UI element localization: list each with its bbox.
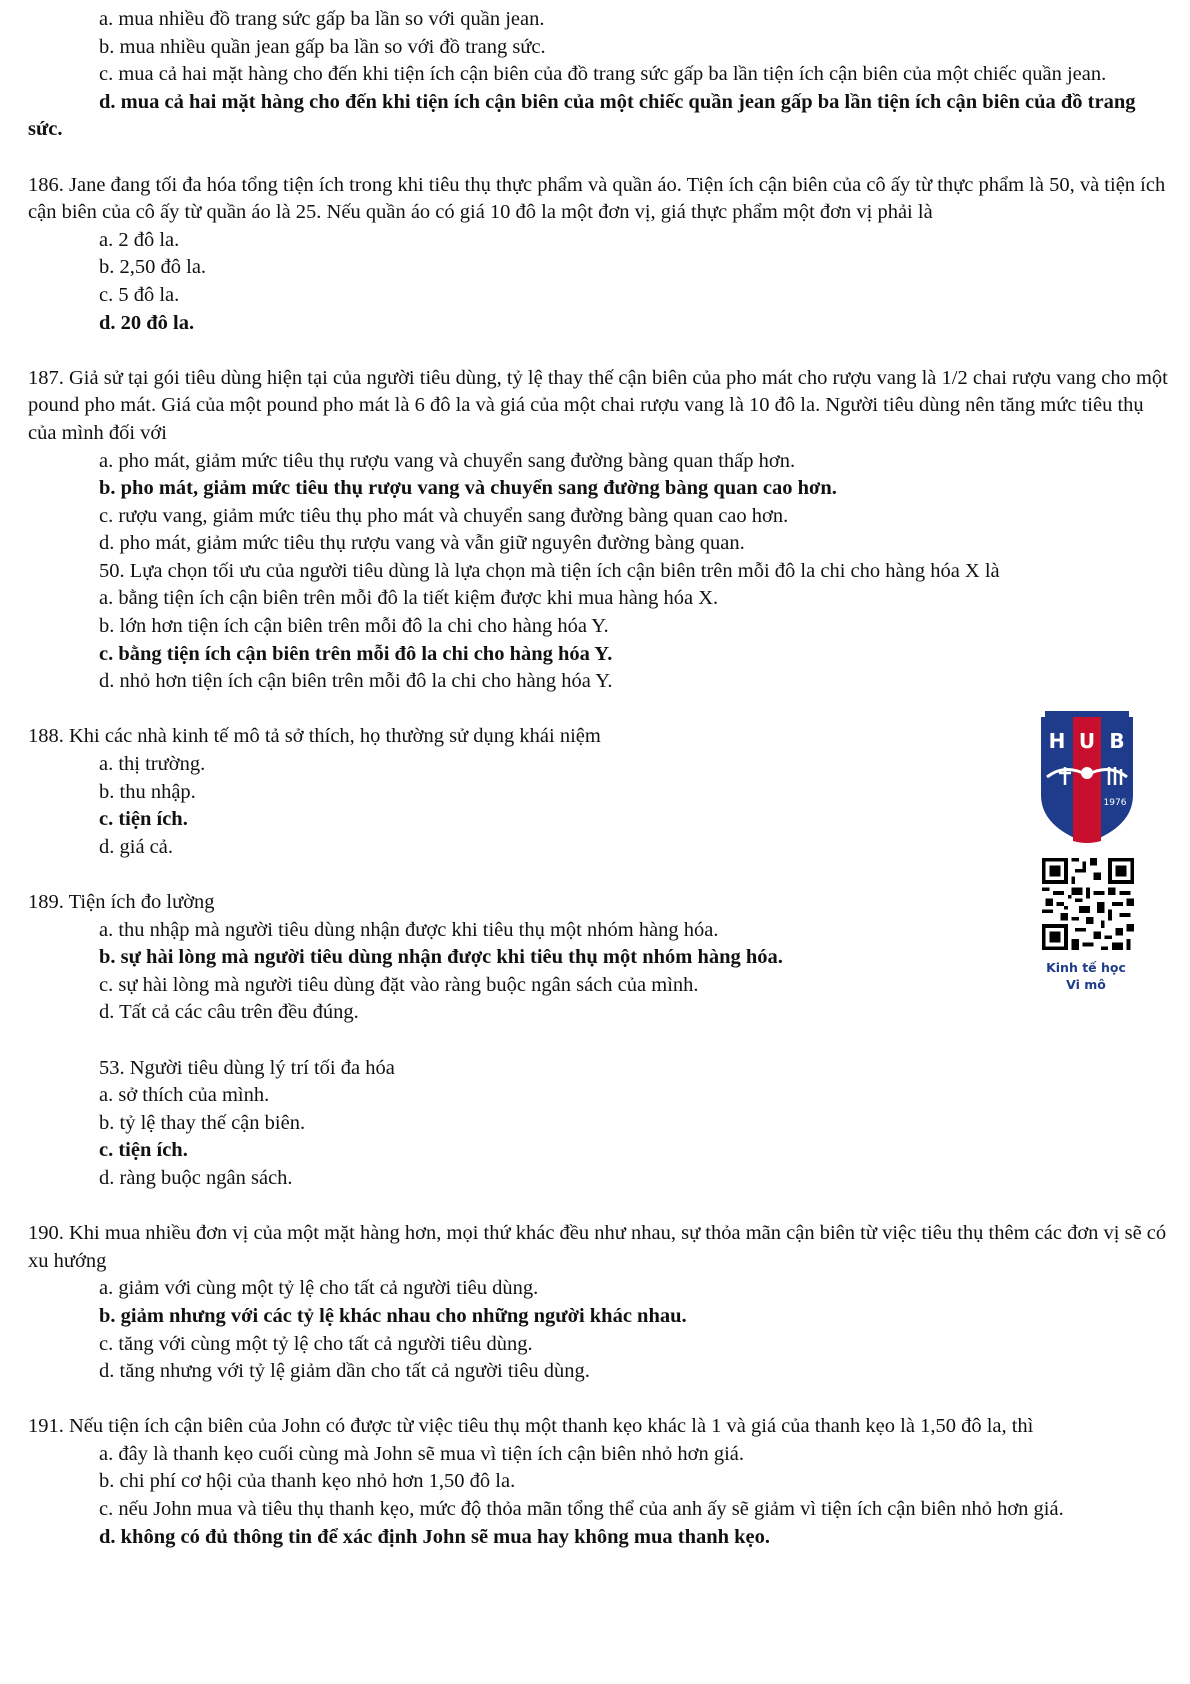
q53-option-b: b. tỷ lệ thay thế cận biên. — [99, 1111, 306, 1134]
question-189-stem: 189. Tiện ích đo lường — [28, 891, 215, 913]
question-50-stem: 50. Lựa chọn tối ưu của người tiêu dùng là lựa chọn mà tiện ích cận biên trên mỗi đô la chi cho hàng hóa X là — [99, 559, 1000, 582]
q190-option-b-correct: b. giảm nhưng với các tỷ lệ khác nhau cho những người khác nhau. — [99, 1304, 687, 1327]
logo-letter-b: B — [1109, 729, 1125, 753]
q186-option-c: c. 5 đô la. — [99, 283, 180, 306]
q189-option-d: d. Tất cả các câu trên đều đúng. — [99, 1001, 359, 1024]
q189-option-c: c. sự hài lòng mà người tiêu dùng đặt vào ràng buộc ngân sách của mình. — [99, 973, 699, 996]
q191-option-a: a. đây là thanh kẹo cuối cùng mà John sẽ mua vì tiện ích cận biên nhỏ hơn giá. — [99, 1442, 745, 1465]
question-191-stem: 191. Nếu tiện ích cận biên của John có được từ việc tiêu thụ một thanh kẹo khác là 1 và giá của thanh kẹo là 1,50 đô la, thì — [28, 1415, 1034, 1438]
q187-option-b-correct: b. pho mát, giảm mức tiêu thụ rượu vang và chuyển sang đường bàng quan cao hơn. — [99, 477, 837, 500]
q190-option-a: a. giảm với cùng một tỷ lệ cho tất cả người tiêu dùng. — [99, 1277, 539, 1300]
question-190-stem: 190. Khi mua nhiều đơn vị của một mặt hàng hơn, mọi thứ khác đều như nhau, sự thỏa mãn cận biên từ việc tiêu thụ thêm các đơn vị sẽ có xu hướng — [28, 1222, 1167, 1272]
q188-option-b: b. thu nhập. — [99, 780, 196, 803]
q188-option-a: a. thị trường. — [99, 753, 206, 776]
option-b: b. mua nhiều quần jean gấp ba lần so với đồ trang sức. — [99, 35, 546, 58]
q186-option-a: a. 2 đô la. — [99, 228, 180, 251]
q187-option-a: a. pho mát, giảm mức tiêu thụ rượu vang và chuyển sang đường bàng quan thấp hơn. — [99, 449, 796, 472]
q50-option-c-correct: c. bằng tiện ích cận biên trên mỗi đô la chi cho hàng hóa Y. — [99, 642, 613, 665]
q186-option-d-correct: d. 20 đô la. — [99, 311, 195, 334]
q187-option-c: c. rượu vang, giảm mức tiêu thụ pho mát và chuyển sang đường bàng quan cao hơn. — [99, 504, 789, 527]
q191-option-d-correct: d. không có đủ thông tin để xác định John sẽ mua hay không mua thanh kẹo. — [99, 1525, 771, 1548]
qr-code-icon[interactable] — [1042, 858, 1134, 950]
q190-option-c: c. tăng với cùng một tỷ lệ cho tất cả người tiêu dùng. — [99, 1332, 533, 1355]
q188-option-d: d. giá cả. — [99, 835, 173, 858]
hub-shield-logo-icon — [1035, 705, 1139, 845]
q53-option-d: d. ràng buộc ngân sách. — [99, 1166, 293, 1189]
q189-option-b-correct: b. sự hài lòng mà người tiêu dùng nhận được khi tiêu thụ một nhóm hàng hóa. — [99, 946, 783, 969]
option-a: a. mua nhiều đồ trang sức gấp ba lần so với quần jean. — [99, 8, 545, 30]
logo-year: 1976 — [1103, 798, 1127, 808]
q50-option-d: d. nhỏ hơn tiện ích cận biên trên mỗi đô la chi cho hàng hóa Y. — [99, 670, 613, 693]
question-188-stem: 188. Khi các nhà kinh tế mô tả sở thích, họ thường sử dụng khái niệm — [28, 725, 601, 748]
logo-letter-u: U — [1078, 729, 1096, 753]
q190-option-d: d. tăng nhưng với tỷ lệ giảm dần cho tất cả người tiêu dùng. — [99, 1360, 590, 1383]
q53-option-c-correct: c. tiện ích. — [99, 1139, 188, 1162]
question-53-stem: 53. Người tiêu dùng lý trí tối đa hóa — [99, 1056, 395, 1079]
q187-option-d: d. pho mát, giảm mức tiêu thụ rượu vang và vẫn giữ nguyên đường bàng quan. — [99, 532, 745, 555]
q188-option-c-correct: c. tiện ích. — [99, 808, 188, 831]
logo-caption-title: Kinh tế học — [1046, 960, 1126, 975]
question-186-stem: 186. Jane đang tối đa hóa tổng tiện ích trong khi tiêu thụ thực phẩm và quần áo. Tiện ích cận biên của cô ấy từ thực phẩm là 50, và tiện ích cận biên của cô ấy từ quần áo là 25. Nếu quần áo có giá 10 đô la một đơn vị, giá thực phẩm một đơn vị phải là — [28, 173, 1166, 224]
q191-option-c: c. nếu John mua và tiêu thụ thanh kẹo, mức độ thỏa mãn tổng thể của anh ấy sẽ giảm vì tiện ích cận biên nhỏ hơn giá. — [99, 1498, 1064, 1521]
q191-option-b: b. chi phí cơ hội của thanh kẹo nhỏ hơn 1,50 đô la. — [99, 1470, 516, 1493]
q186-option-b: b. 2,50 đô la. — [99, 256, 207, 279]
document-page — [28, 6, 1168, 1551]
option-d-correct: d. mua cả hai mặt hàng cho đến khi tiện ích cận biên của một chiếc quần jean gấp ba lần tiện ích cận biên của đồ trang sức. — [28, 90, 1136, 141]
logo-letter-h: H — [1048, 729, 1066, 753]
q50-option-b: b. lớn hơn tiện ích cận biên trên mỗi đô la chi cho hàng hóa Y. — [99, 615, 609, 638]
q50-option-a: a. bằng tiện ích cận biên trên mỗi đô la tiết kiệm được khi mua hàng hóa X. — [99, 587, 719, 610]
logo-caption-subtitle: Vi mô — [1066, 977, 1106, 992]
question-187-stem: 187. Giả sử tại gói tiêu dùng hiện tại của người tiêu dùng, tỷ lệ thay thế cận biên của pho mát cho rượu vang là 1/2 chai rượu vang cho một pound pho mát. Giá của một pound pho mát là 6 đô la và giá của một chai rượu vang là 10 đô la. Người tiêu dùng nên tăng mức tiêu thụ của mình đối với — [28, 366, 1168, 444]
q53-option-a: a. sở thích của mình. — [99, 1084, 270, 1107]
q189-option-a: a. thu nhập mà người tiêu dùng nhận được khi tiêu thụ một nhóm hàng hóa. — [99, 918, 719, 941]
option-c: c. mua cả hai mặt hàng cho đến khi tiện ích cận biên của đồ trang sức gấp ba lần tiện ích cận biên của một chiếc quần jean. — [99, 63, 1107, 86]
